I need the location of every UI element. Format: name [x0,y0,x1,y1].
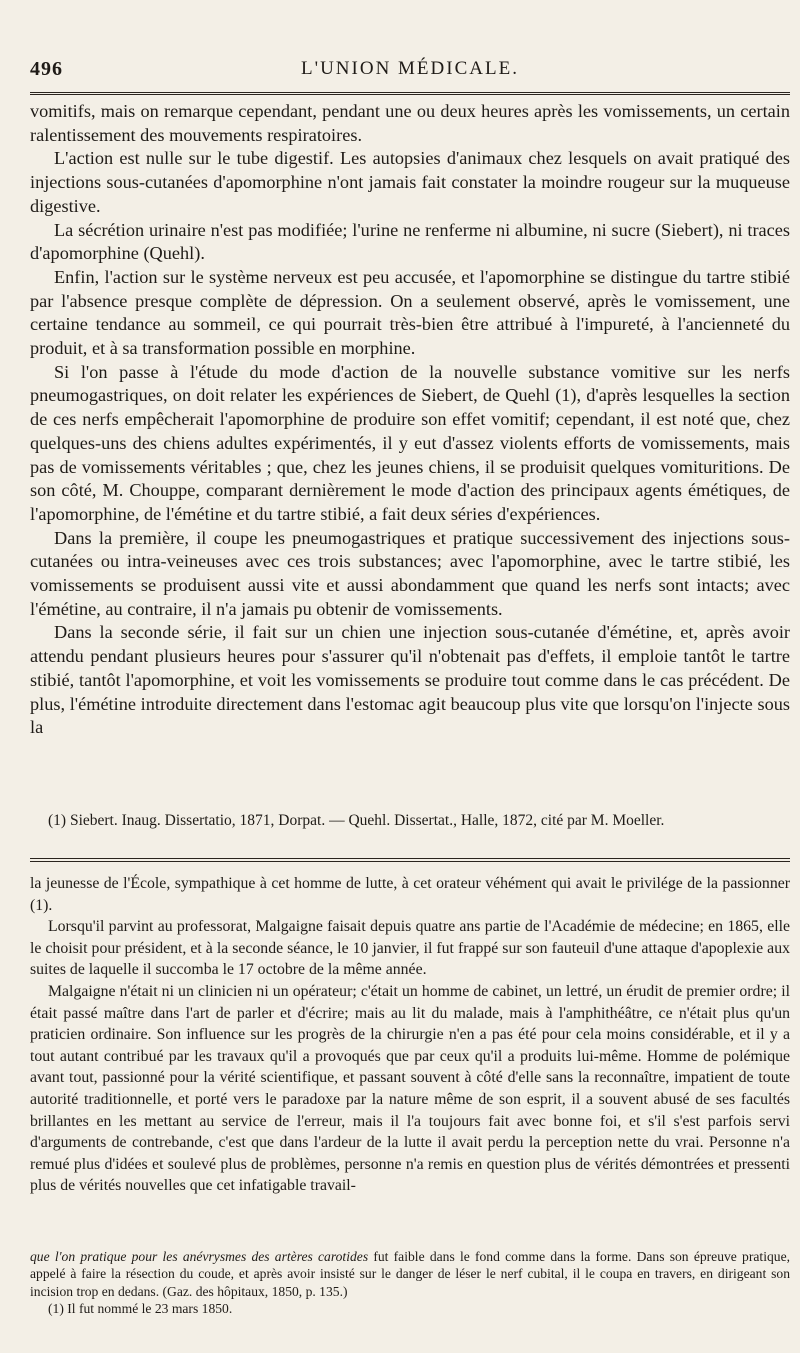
paragraph: Dans la seconde série, il fait sur un chien une injection sous-cutanée d'émétine, et, après avoir attendu pendant plusieurs heures pour s'assurer qu'il n'obtenait pas d'effets, il emploie tantôt le tartre stibié, tantôt l'apomorphine, et voit les vomissements se produire tout comme dans le cas précédent. De plus, l'émétine introduite directement dans l'estomac agit beaucoup plus vite que lorsqu'on l'injecte sous la [30,622,790,738]
paragraph: Lorsqu'il parvint au professorat, Malgaigne faisait depuis quatre ans partie de l'Académie de médecine; en 1865, elle le choisit pour président, et à la seconde séance, le 10 janvier, il fut frappé sur son fauteuil d'une attaque d'apoplexie aux suites de laquelle il succomba le 17 octobre de la même année. [30,918,790,979]
footnote: (1) Siebert. Inaug. Dissertatio, 1871, Dorpat. — Quehl. Dissertat., Halle, 1872, cité par M. Moeller. [48,812,665,829]
footnote-italic-text: que l'on pratique pour les anévrysmes des artères carotides [30,1249,369,1264]
paragraph: Malgaigne n'était ni un clinicien ni un opérateur; c'était un homme de cabinet, un lettré, un érudit de premier ordre; il était passé maître dans l'art de parler et d'écrire; mais au lit du malade, mais à l'amphithéâtre, ce n'était plus qu'un praticien ordinaire. Son influence sur les progrès de la chirurgie n'en a pas été pour cela moins considérable, et il y a tout autant contribué par les travaux qu'il a provoqués que par ceux qu'il a produits lui-même. Homme de polémique avant tout, passionné pour la vérité scientifique, et passant souvent à côté d'elle sans la reconnaître, impatient de toute autorité traditionnelle, et porté vers le paradoxe par la nature même de son esprit, il a souvent abusé de ses facultés brillantes en les mettant au service de l'erreur, mais il l'a toujours fait avec bonne foi, et s'il s'est parfois servi d'arguments de contrebande, c'est que dans l'ardeur de la lutte il avait perdu la perception nette du vrai. Personne n'a remué plus d'idées et soulevé plus de problèmes, personne n'a remis en question plus de vérités démontrées et pressenti plus de vérités nouvelles que cet infatigable travail- [30,982,790,1195]
paragraph: la jeunesse de l'École, sympathique à cet homme de lutte, à cet orateur véhément qui avait le privilége de la passionner (1). [30,875,790,914]
paragraph: Dans la première, il coupe les pneumogastriques et pratique successivement des injections sous-cutanées ou intra-veineuses avec ces trois substances; avec l'apomorphine, avec le tartre stibié, les vomissements se produisent aussi vite et aussi abondamment que quand les nerfs sont intacts; avec l'émétine, au contraire, il n'a jamais pu obtenir de vomissements. [30,527,790,619]
feuilleton-text [30,873,790,1197]
paragraph: La sécrétion urinaire n'est pas modifiée; l'urine ne renferme ni albumine, ni sucre (Siebert), ni traces d'apomorphine (Quehl). [30,219,790,264]
main-footnote [30,810,790,831]
paragraph: Si l'on passe à l'étude du mode d'action de la nouvelle substance vomitive sur les nerfs pneumogastriques, on doit relater les expériences de Siebert, de Quehl (1), d'après lesquelles la section de ces nerfs empêcherait l'apomorphine de produire son effet vomitif; cependant, il est noté que, chez quelques-uns des chiens adultes expérimentés, il y eut d'assez violents efforts de vomissements, mais pas de vomissements véritables ; que, chez les jeunes chiens, il se produisit quelques vomituritions. De son côté, M. Chouppe, comparant dernièrement le mode d'action des principaux agents émétiques, de l'apomorphine, de l'émétine et du tartre stibié, a fait deux séries d'expériences. [30,361,790,524]
feuilleton-footnotes [30,1248,790,1318]
footnote: (1) Il fut nommé le 23 mars 1850. [48,1301,233,1317]
paragraph: Enfin, l'action sur le système nerveux est peu accusée, et l'apomorphine se distingue du tartre stibié par l'absence presque complète de dépression. On a seulement observé, après le vomissement, une certaine tendance au sommeil, ce qui pourrait très-bien être attribué à l'impureté, à l'ancienneté du produit, et à sa transformation possible en morphine. [30,266,790,359]
footnote-text: fut faible dans le fond comme dans la forme. Dans son épreuve pratique, appelé à faire la résection du coude, et après avoir insisté sur le danger de léser le nerf cubital, il le coupa en travers, en dirigeant son incision trop en dedans. (Gaz. des hôpitaux, 1850, p. 135.) [30,1249,790,1299]
page [30,0,790,1353]
feuilleton-rule [30,858,790,862]
page-number: 496 [30,58,63,80]
journal-title: L'UNION MÉDICALE. [301,58,519,79]
paragraph: L'action est nulle sur le tube digestif. Les autopsies d'animaux chez lesquels on avait pratiqué des injections sous-cutanées d'apomorphine n'ont jamais fait constater la moindre rougeur sur la muqueuse digestive. [30,148,790,216]
page-header [30,58,790,84]
footnote-continuation [30,1248,790,1300]
main-text [30,100,790,740]
header-rule [30,92,790,95]
paragraph: vomitifs, mais on remarque cependant, pendant une ou deux heures après les vomissements, un certain ralentissement des mouvements respiratoires. [30,101,790,145]
